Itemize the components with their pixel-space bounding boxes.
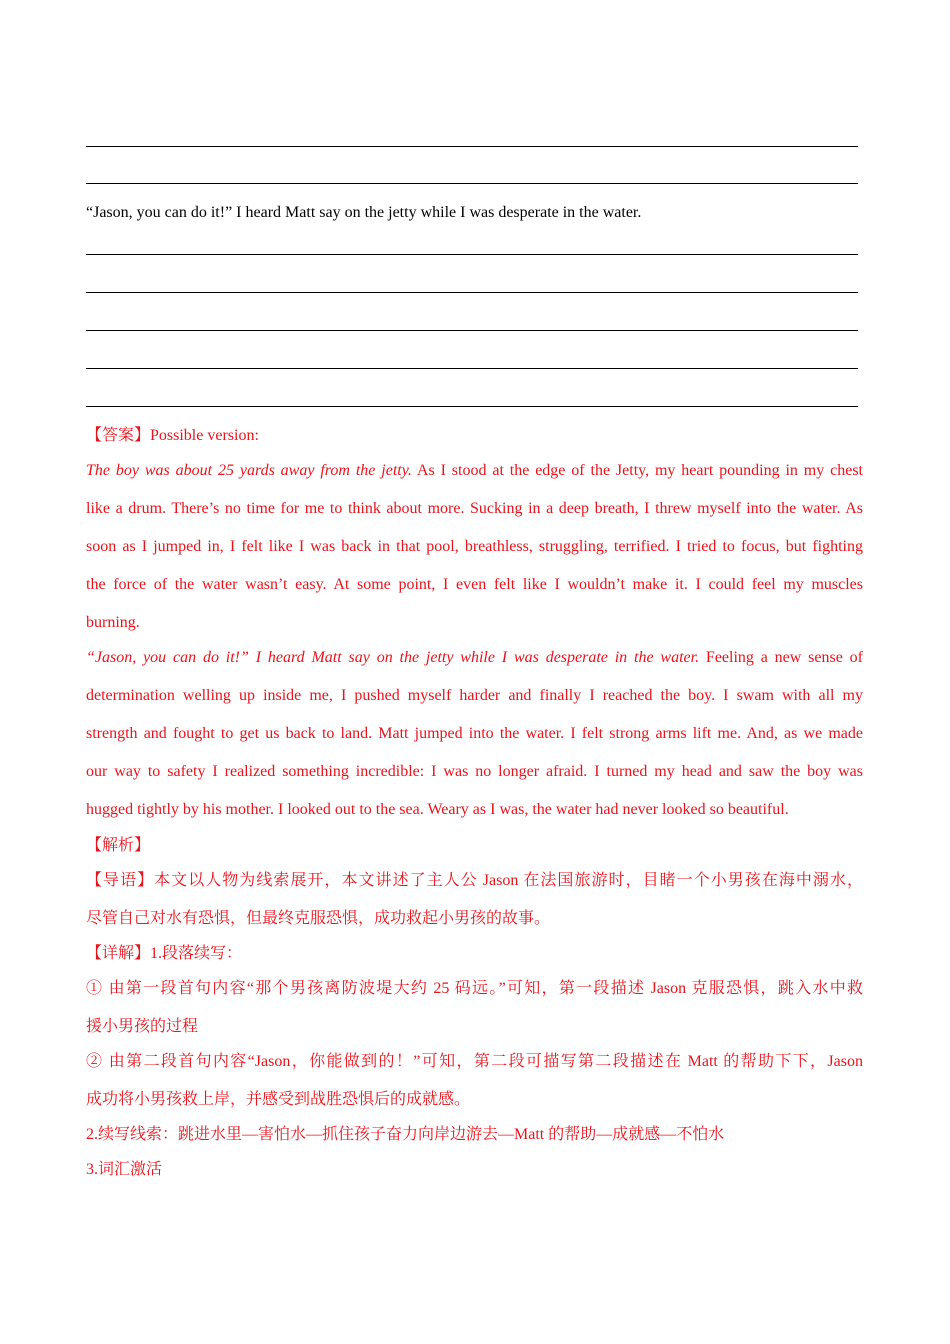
guide-line: 尽管自己对水有恐惧，但最终克服恐惧，成功救起小男孩的故事。 [86, 910, 551, 927]
answer-p2-line: strength and fought to get us back to land. Matt jumped into the water. I felt strong arms lift me. And, as we made [86, 725, 863, 742]
answer-p2-line: hugged tightly by his mother. I looked out to the sea. Weary as I was, the water had never looked so beautiful. [86, 801, 789, 818]
writing-line [86, 330, 858, 331]
answer-label: 【答案】Possible version: [86, 427, 259, 444]
answer-p1-line [86, 461, 863, 481]
writing-line [86, 292, 858, 293]
p2-opening-sentence: “Jason, you can do it!” I heard Matt say on the jetty while I was desperate in the water. [86, 649, 700, 666]
writing-line [86, 406, 858, 407]
p2-text: Feeling a new sense of [699, 649, 864, 666]
writing-line [86, 146, 858, 147]
answer-p1-line: soon as I jumped in, I felt like I was back in that pool, breathless, struggling, terrified. I tried to focus, but fighting [86, 538, 863, 555]
point-2-line: ② 由第二段首句内容“Jason，你能做到的！”可知，第二段可描写第二段描述在 Matt 的帮助下下，Jason [86, 1053, 863, 1070]
p1-text: As I stood at the edge of the Jetty, my heart pounding in my chest [411, 462, 864, 479]
p1-opening-sentence: The boy was about 25 yards away from the jetty. [86, 462, 412, 479]
analysis-label: 【解析】 [86, 837, 151, 854]
answer-p1-line: like a drum. There’s no time for me to think about more. Sucking in a deep breath, I threw myself into the water. As [86, 500, 863, 517]
writing-line [86, 254, 858, 255]
guide-line: 【导语】本文以人物为线索展开，本文讲述了主人公 Jason 在法国旅游时，目睹一个小男孩在海中溺水， [86, 872, 863, 889]
detail-label: 【详解】1.段落续写： [86, 945, 243, 962]
writing-clues: 2.续写线索：跳进水里—害怕水—抓住孩子奋力向岸边游去—Matt 的帮助—成就感—不怕水 [86, 1126, 725, 1143]
prompt-sentence: “Jason, you can do it!” I heard Matt say on the jetty while I was desperate in the water. [86, 204, 642, 221]
answer-p1-line: burning. [86, 614, 140, 631]
answer-p2-line: our way to safety I realized something incredible: I was no longer afraid. I turned my head and saw the boy was [86, 763, 863, 780]
answer-p2-line [86, 648, 863, 668]
point-1-line: 援小男孩的过程 [86, 1018, 199, 1035]
answer-p1-line: the force of the water wasn’t easy. At some point, I even felt like I wouldn’t make it. I could feel my muscles [86, 576, 863, 593]
writing-line [86, 368, 858, 369]
vocab-heading: 3.词汇激活 [86, 1161, 163, 1178]
answer-p2-line: determination welling up inside me, I pushed myself harder and finally I reached the boy. I swam with all my [86, 687, 863, 704]
point-2-line: 成功将小男孩救上岸，并感受到战胜恐惧后的成就感。 [86, 1091, 471, 1108]
writing-line [86, 183, 858, 184]
point-1-line: ① 由第一段首句内容“那个男孩离防波堤大约 25 码远。”可知，第一段描述 Jason 克服恐惧，跳入水中救 [86, 980, 863, 997]
